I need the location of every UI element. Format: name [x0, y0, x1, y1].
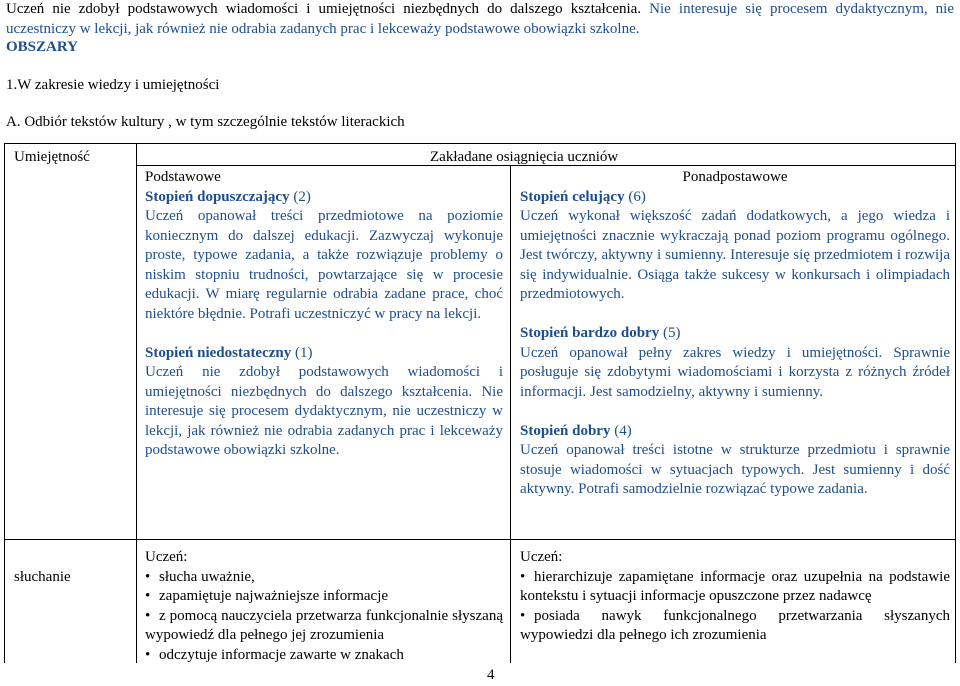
listening-advanced-list	[520, 568, 950, 646]
list-item: • hierarchizuje zapamiętane informacje oraz uzupełnia na podstawie kontekstu i sytuacji informacje opuszczone przez nadawcę	[520, 568, 950, 604]
table-border-right	[955, 143, 956, 663]
list-item: • słucha uważnie,	[145, 568, 503, 588]
advanced-column	[520, 168, 950, 500]
grade-4-heading	[520, 422, 950, 442]
grade-5-title: Stopień bardzo dobry	[520, 325, 660, 341]
table-border-left	[4, 143, 5, 663]
listening-advanced	[520, 548, 950, 646]
obszary-heading: OBSZARY	[6, 39, 78, 55]
grade-4-title: Stopień dobry	[520, 422, 611, 439]
section-1-heading: 1.W zakresie wiedzy i umiejętności	[6, 77, 220, 93]
listening-basic	[145, 548, 503, 665]
listening-basic-intro: Uczeń:	[145, 549, 188, 565]
grade-6-num: (6)	[628, 188, 646, 205]
skill-listening: słuchanie	[14, 569, 71, 585]
col-outcomes-header: Zakładane osiągnięcia uczniów	[430, 149, 619, 165]
section-a-heading: A. Odbiór tekstów kultury , w tym szczególnie tekstów literackich	[6, 114, 405, 130]
grade-1-num: (1)	[295, 344, 313, 361]
grade-1-text: Uczeń nie zdobył podstawowych wiadomości i umiejętności niezbędnych do dalszego kształcenia. Nie interesuje się procesem dydaktycznym, nie uczestniczy w lekcji, jak również nie odrabia zadanych prac i lekceważy podstawowe obowiązki szkolne.	[145, 364, 503, 458]
grade-2-heading	[145, 188, 503, 208]
table-col-divider	[136, 143, 137, 663]
table-inner-divider	[510, 165, 511, 663]
bullet-icon: •	[520, 607, 526, 624]
sub-basic-label: Podstawowe	[145, 169, 221, 185]
bullet-icon: •	[145, 646, 151, 663]
grade-6-text: Uczeń wykonał większość zadań dodatkowych, a jego wiedza i umiejętności znacznie wykraczają ponad poziom programu ogólnego. Jest twórczy, aktywny i sumienny. Interesuje się przedmiotem i rozwija się indywidualnie. Osiąga także sukcesy w konkursach i olimpiadach przedmiotowych.	[520, 208, 950, 302]
grade-4-num: (4)	[614, 422, 632, 439]
intro-text-2: Nie interesuje się procesem dydaktycznym, nie uczestniczy w lekcji, jak również nie odrabia zadanych prac i lekceważy podstawowe obowiązki szkolne.	[6, 1, 954, 37]
table-row-divider	[4, 539, 956, 540]
grade-5-text: Uczeń opanował pełny zakres wiedzy i umiejętności. Sprawnie posługuje się zdobytymi wiadomościami i korzysta z różnych źródeł informacji. Jest samodzielny, aktywny i sumienny.	[520, 344, 950, 400]
col-skill-header: Umiejętność	[14, 149, 90, 165]
grade-5-num: (5)	[662, 325, 681, 341]
list-item: • z pomocą nauczyciela przetwarza funkcjonalnie słyszaną wypowiedź dla pełnego jej zrozumienia	[145, 607, 503, 643]
grade-1-heading	[145, 344, 503, 364]
sub-advanced-label: Ponadpostawowe	[682, 169, 788, 185]
grade-1-title: Stopień niedostateczny	[145, 344, 292, 361]
grade-2-title: Stopień dopuszczający	[145, 188, 290, 205]
bullet-icon: •	[145, 568, 151, 585]
intro-paragraph	[6, 0, 954, 39]
grade-2-num: (2)	[293, 188, 311, 205]
achievements-table	[4, 143, 956, 663]
listening-basic-list	[145, 568, 503, 666]
list-item: • zapamiętuje najważniejsze informacje	[145, 587, 503, 607]
bullet-icon: •	[145, 588, 151, 604]
grade-4-text: Uczeń opanował treści istotne w strukturze przedmiotu i sprawnie stosuje wiadomości w sytuacjach typowych. Jest sumienny i dość aktywny. Potrafi samodzielnie rozwiązać typowe zadania.	[520, 442, 950, 497]
grade-6-title: Stopień celujący	[520, 188, 625, 205]
page-number: 4	[487, 667, 495, 683]
list-item: • odczytuje informacje zawarte w znakach	[145, 646, 503, 666]
bullet-icon: •	[145, 607, 151, 624]
bullet-icon: •	[520, 568, 526, 585]
intro-text-1: Uczeń nie zdobył podstawowych wiadomości i umiejętności niezbędnych do dalszego kształcenia.	[6, 1, 642, 17]
table-border-top	[4, 143, 956, 144]
grade-6-heading	[520, 188, 950, 208]
list-item: • posiada nawyk funkcjonalnego przetwarzania słyszanych wypowiedzi dla pełnego ich zrozumienia	[520, 607, 950, 643]
basic-column	[145, 168, 503, 461]
grade-5-heading	[520, 324, 950, 344]
listening-advanced-intro: Uczeń:	[520, 549, 563, 565]
grade-2-text: Uczeń opanował treści przedmiotowe na poziomie koniecznym do dalszej edukacji. Zazwyczaj wykonuje proste, typowe zadania, a także rozwiązuje problemy o niskim stopniu trudności, powtarzające się w procesie edukacji. W miarę regularnie odrabia zadane prace, choć niektóre błędnie. Potrafi uczestniczyć w pracy na lekcji.	[145, 208, 503, 322]
